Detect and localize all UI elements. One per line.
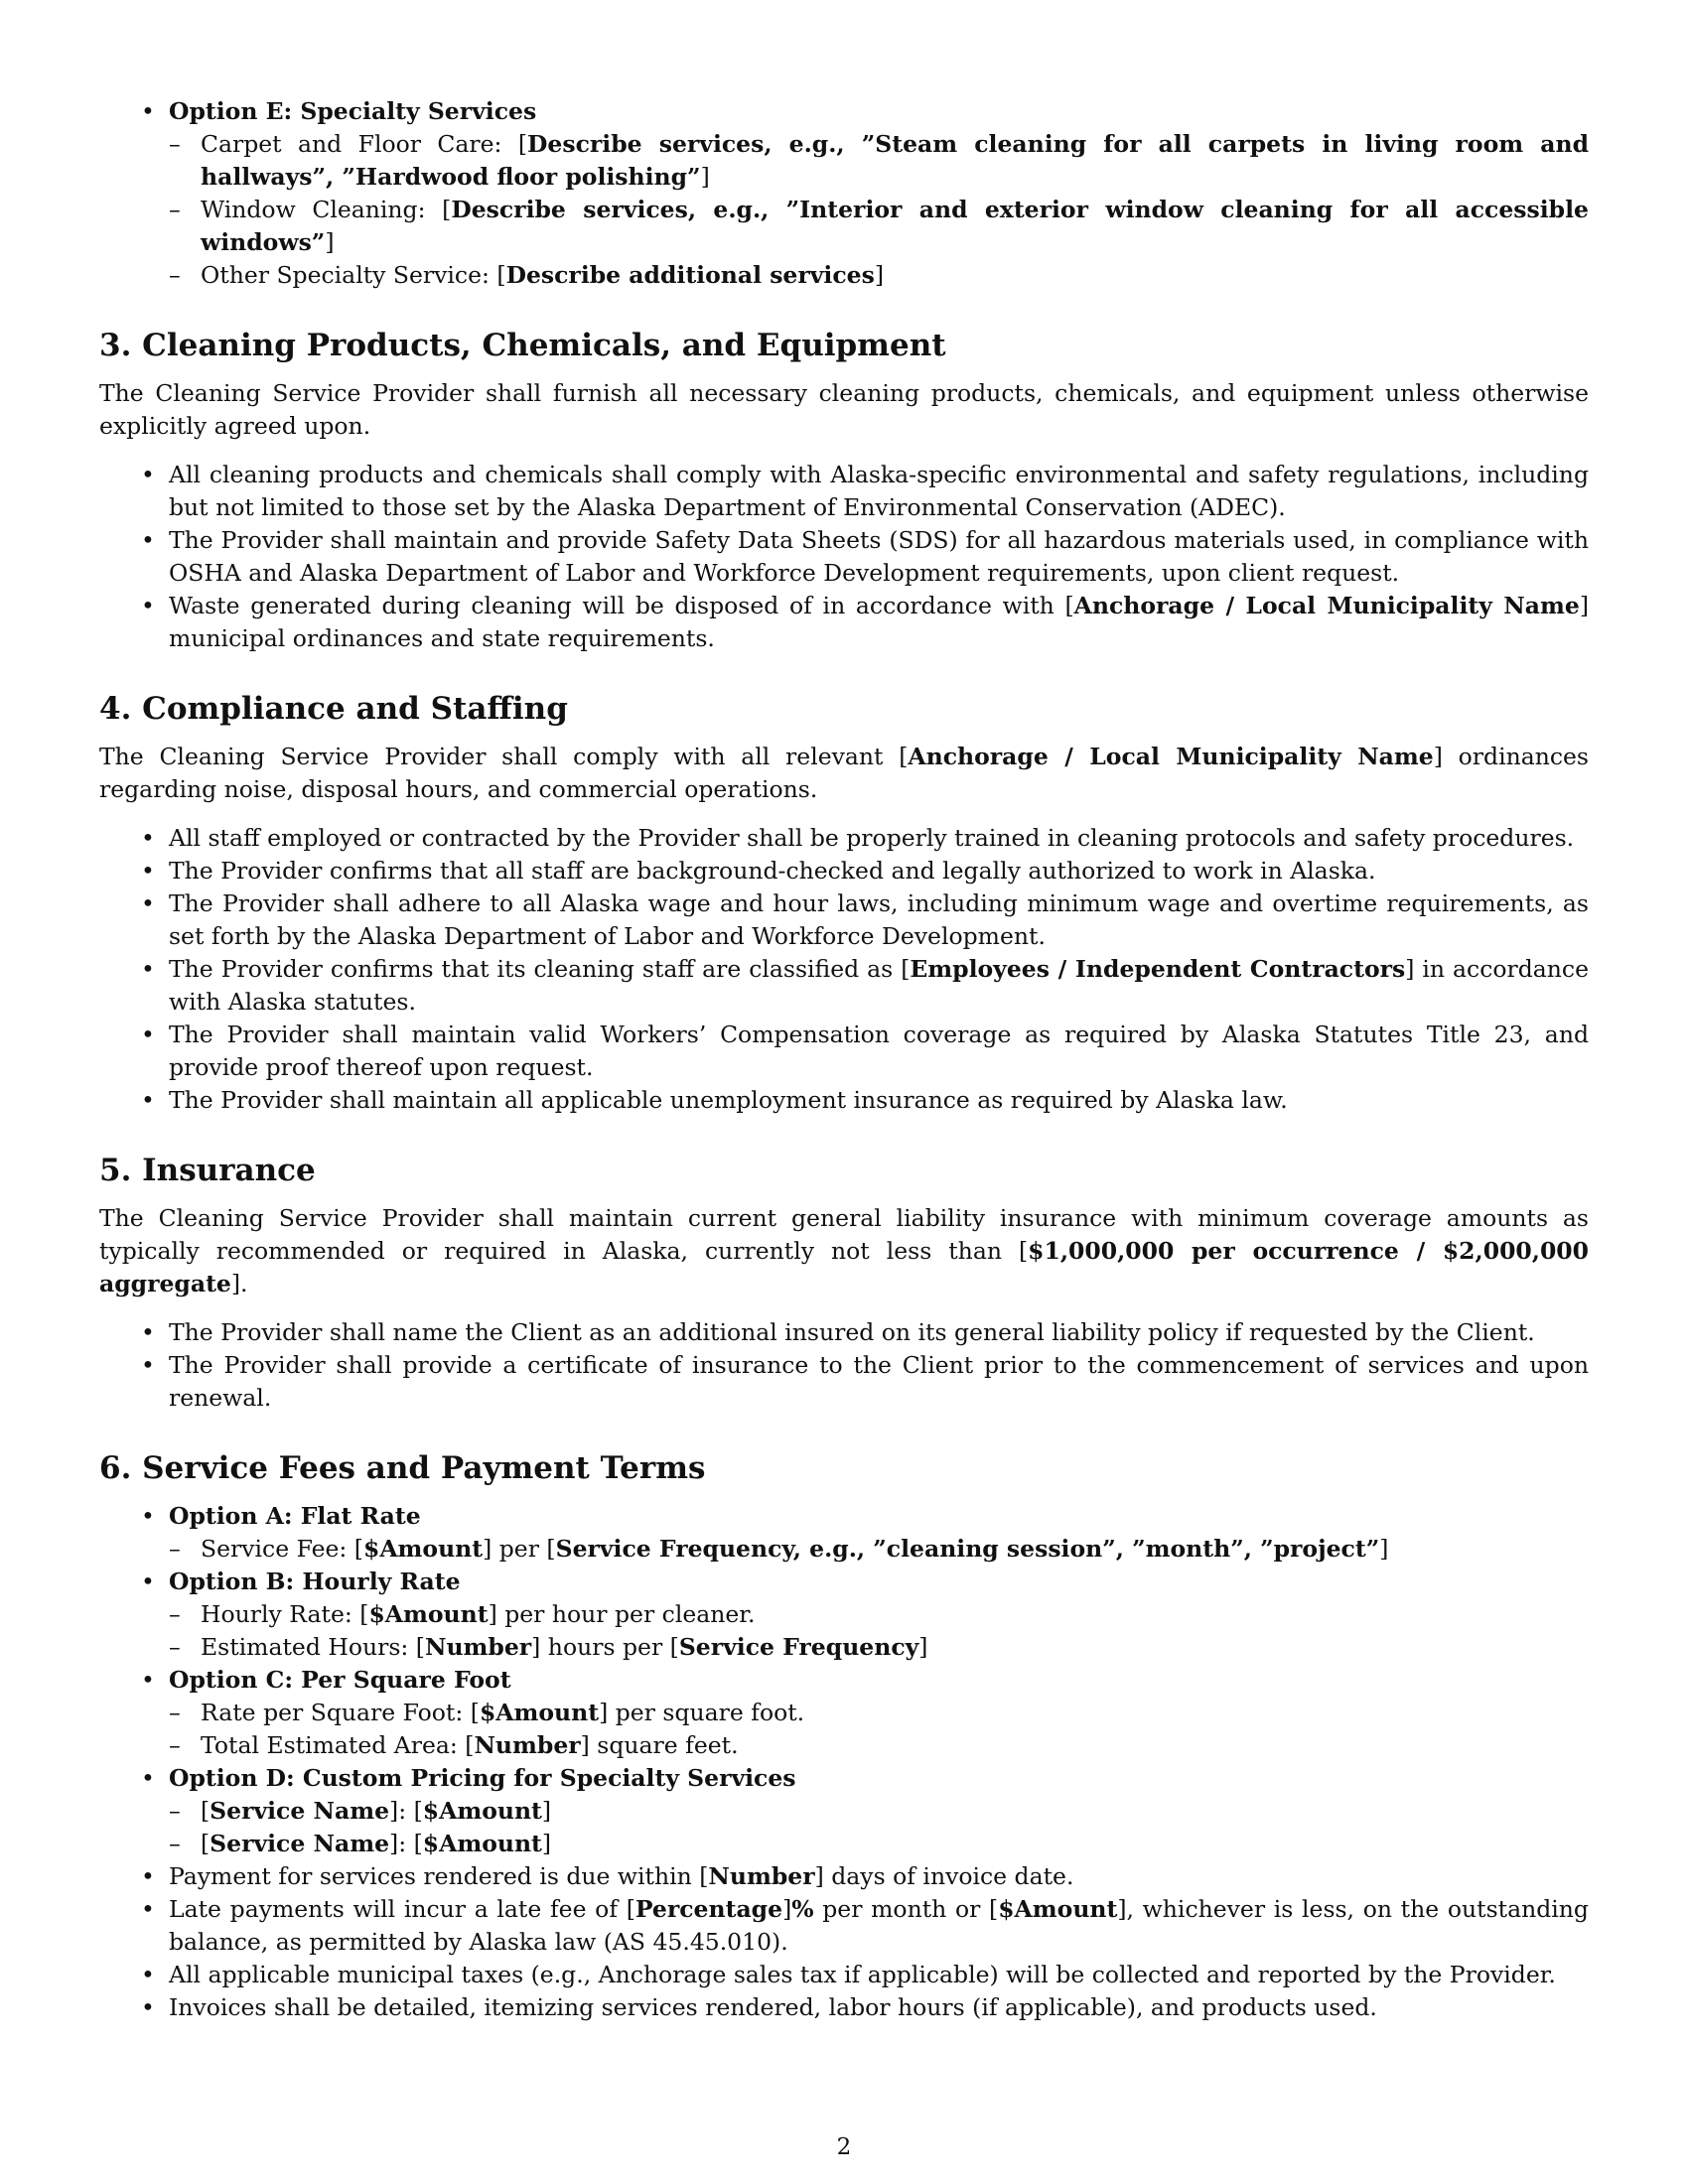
list-item <box>99 1566 1589 1664</box>
list-item: – Hourly Rate: [$Amount] per hour per cleaner. <box>169 1598 1589 1631</box>
list-item: • The Provider confirms that its cleaning staff are classified as [Employees / Independent Contractors] in accordance with Alaska statutes. <box>99 953 1589 1019</box>
list-item <box>99 1664 1589 1762</box>
list-item: – [Service Name]: [$Amount] <box>169 1795 1589 1828</box>
option-e-title: Option E: Specialty Services <box>169 97 537 125</box>
section-5-list <box>99 1316 1589 1415</box>
list-item: • The Provider shall maintain all applicable unemployment insurance as required by Alaska law. <box>99 1084 1589 1117</box>
section-heading: 6. Service Fees and Payment Terms <box>99 1450 706 1486</box>
list-item: • Waste generated during cleaning will be disposed of in accordance with [Anchorage / Local Municipality Name] municipal ordinances and state requirements. <box>99 590 1589 655</box>
list-item: • Late payments will incur a late fee of [Percentage]% per month or [$Amount], whichever is less, on the outstanding balance, as permitted by Alaska law (AS 45.45.010). <box>99 1893 1589 1959</box>
section-4 <box>99 689 1589 1117</box>
document-page <box>99 95 1589 2024</box>
list-item: • The Provider shall maintain valid Workers’ Compensation coverage as required by Alaska Statutes Title 23, and provide proof thereof upon request. <box>99 1019 1589 1084</box>
list-item: • The Provider shall maintain and provide Safety Data Sheets (SDS) for all hazardous materials used, in compliance with OSHA and Alaska Department of Labor and Workforce Development requirements, upon client request. <box>99 524 1589 590</box>
list-item <box>99 1500 1589 1566</box>
section-3-list <box>99 459 1589 655</box>
option-a-title: Option A: Flat Rate <box>169 1502 421 1530</box>
list-item: • All cleaning products and chemicals shall comply with Alaska-specific environmental and safety regulations, including but not limited to those set by the Alaska Department of Environmental Conservation (ADEC). <box>99 459 1589 524</box>
list-item: • Payment for services rendered is due within [Number] days of invoice date. <box>99 1860 1589 1893</box>
list-item: – Service Fee: [$Amount] per [Service Frequency, e.g., ”cleaning session”, ”month”, ”project”] <box>169 1533 1589 1566</box>
list-item: – Total Estimated Area: [Number] square feet. <box>169 1729 1589 1762</box>
list-item: – Estimated Hours: [Number] hours per [Service Frequency] <box>169 1631 1589 1664</box>
option-e-list <box>99 95 1589 292</box>
list-item: • The Provider shall name the Client as an additional insured on its general liability policy if requested by the Client. <box>99 1316 1589 1349</box>
list-item: – Window Cleaning: [Describe services, e.g., ”Interior and exterior window cleaning for all accessible windows”] <box>169 194 1589 259</box>
list-item: • Invoices shall be detailed, itemizing services rendered, labor hours (if applicable), and products used. <box>99 1991 1589 2024</box>
option-c-title: Option C: Per Square Foot <box>169 1666 511 1694</box>
list-item: • All staff employed or contracted by the Provider shall be properly trained in cleaning protocols and safety procedures. <box>99 822 1589 855</box>
section-intro: The Cleaning Service Provider shall comply with all relevant [Anchorage / Local Municipality Name] ordinances regarding noise, disposal hours, and commercial operations. <box>99 743 1589 803</box>
option-b-title: Option B: Hourly Rate <box>169 1568 461 1595</box>
section-5 <box>99 1151 1589 1415</box>
list-item: – Rate per Square Foot: [$Amount] per square foot. <box>169 1697 1589 1729</box>
section-heading: 4. Compliance and Staffing <box>99 691 568 727</box>
section-heading: 3. Cleaning Products, Chemicals, and Equipment <box>99 328 946 363</box>
section-6-list <box>99 1500 1589 2024</box>
list-item: • All applicable municipal taxes (e.g., Anchorage sales tax if applicable) will be collected and reported by the Provider. <box>99 1959 1589 1991</box>
section-intro: The Cleaning Service Provider shall furnish all necessary cleaning products, chemicals, and equipment unless otherwise explicitly agreed upon. <box>99 379 1589 440</box>
page-number: 2 <box>836 2134 852 2160</box>
list-item <box>99 95 1589 292</box>
list-item: – Carpet and Floor Care: [Describe services, e.g., ”Steam cleaning for all carpets in living room and hallways”, ”Hardwood floor polishing”] <box>169 128 1589 194</box>
list-item: – [Service Name]: [$Amount] <box>169 1828 1589 1860</box>
option-e-sublist <box>169 128 1589 292</box>
section-4-list <box>99 822 1589 1117</box>
section-3 <box>99 326 1589 655</box>
list-item: – Other Specialty Service: [Describe additional services] <box>169 259 1589 292</box>
section-heading: 5. Insurance <box>99 1153 316 1188</box>
list-item <box>99 1762 1589 1860</box>
option-d-title: Option D: Custom Pricing for Specialty Services <box>169 1764 796 1792</box>
list-item: • The Provider confirms that all staff are background-checked and legally authorized to work in Alaska. <box>99 855 1589 887</box>
section-6 <box>99 1448 1589 2024</box>
list-item: • The Provider shall adhere to all Alaska wage and hour laws, including minimum wage and overtime requirements, as set forth by the Alaska Department of Labor and Workforce Development. <box>99 887 1589 953</box>
list-item: • The Provider shall provide a certificate of insurance to the Client prior to the commencement of services and upon renewal. <box>99 1349 1589 1415</box>
section-intro: The Cleaning Service Provider shall maintain current general liability insurance with minimum coverage amounts as typically recommended or required in Alaska, currently not less than [$1,000,000 per occurrence / $2,000,000 aggregate]. <box>99 1204 1590 1297</box>
